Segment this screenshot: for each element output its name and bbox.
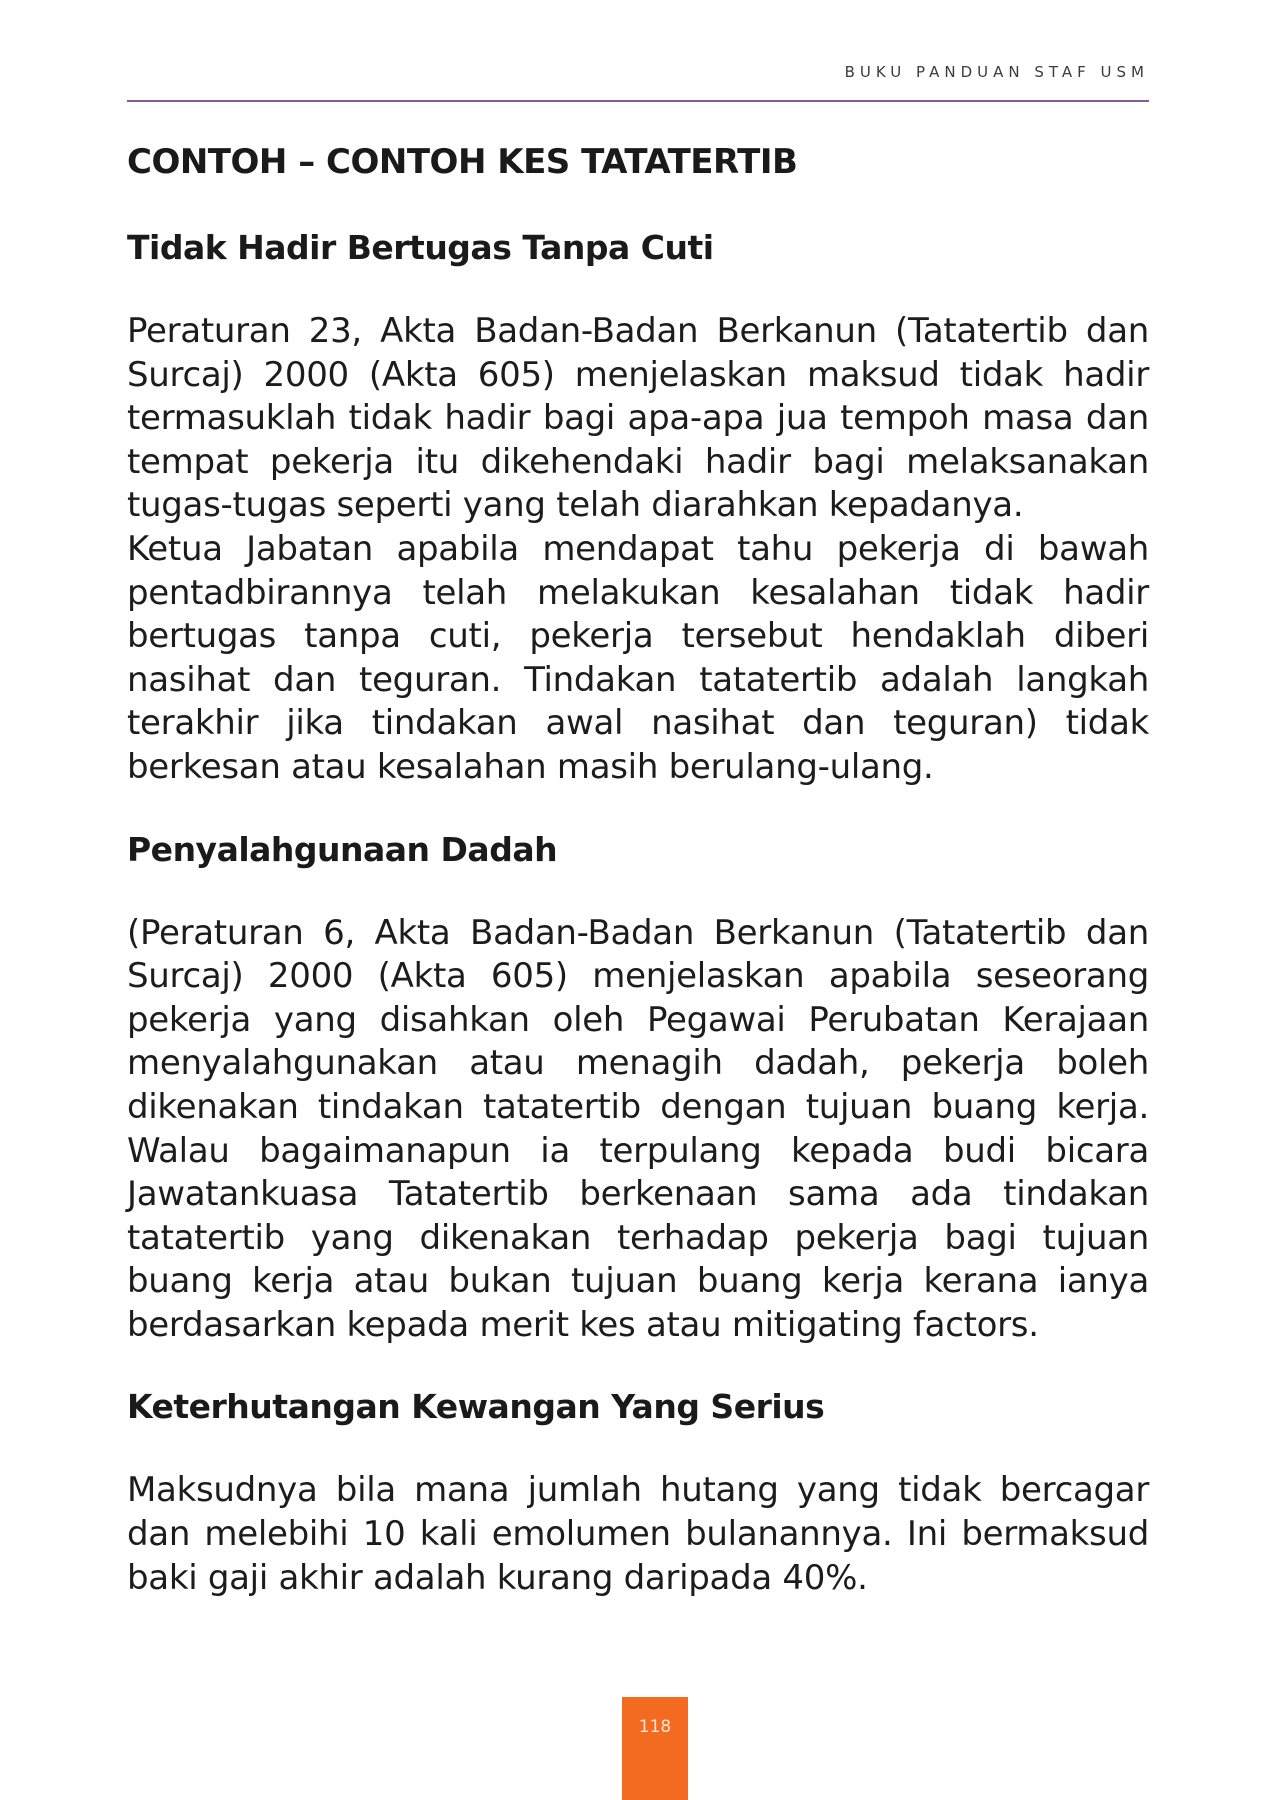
section-heading-keterhutangan: Keterhutangan Kewangan Yang Serius [127,1387,825,1427]
page-number: 118 [638,1717,672,1737]
page-number-tab [622,1697,688,1800]
paragraph: (Peraturan 6, Akta Badan-Badan Berkanun (Tatatertib dan Surcaj) 2000 (Akta 605) menjelaskan apabila seseorang pekerja yang disahkan oleh Pegawai Perubatan Kerajaan menyalahgunakan atau menagih dadah, pekerja boleh dikenakan tindakan tatatertib dengan tujuan buang kerja. Walau bagaimanapun ia terpulang kepada budi bicara Jawatankuasa Tatatertib berkenaan sama ada tindakan tatatertib yang dikenakan terhadap pekerja bagi tujuan buang kerja atau bukan tujuan buang kerja kerana ianya berdasarkan kepada merit kes atau mitigating factors. [127,912,1149,1345]
paragraph: Maksudnya bila mana jumlah hutang yang tidak bercagar dan melebihi 10 kali emolumen bulanannya. Ini bermaksud baki gaji akhir adalah kurang daripada 40%. [127,1470,1149,1598]
paragraph: Ketua Jabatan apabila mendapat tahu pekerja di bawah pentadbirannya telah melakukan kesalahan tidak hadir bertugas tanpa cuti, pekerja tersebut hendaklah diberi nasihat dan teguran. Tindakan tatatertib adalah langkah terakhir jika tindakan awal nasihat dan teguran) tidak berkesan atau kesalahan masih berulang-ulang. [127,528,1149,787]
header-divider [127,100,1149,102]
page-content [127,138,1149,1600]
paragraph: Peraturan 23, Akta Badan-Badan Berkanun (Tatatertib dan Surcaj) 2000 (Akta 605) menjelaskan maksud tidak hadir termasuklah tidak hadir bagi apa-apa jua tempoh masa dan tempat pekerja itu dikehendaki hadir bagi melaksanakan tugas-tugas seperti yang telah diarahkan kepadanya. [127,311,1149,526]
section-heading-tidak-hadir: Tidak Hadir Bertugas Tanpa Cuti [127,228,714,267]
section-heading-penyalahgunaan-dadah: Penyalahgunaan Dadah [127,829,558,869]
running-header: BUKU PANDUAN STAF USM [844,63,1149,81]
page-title: CONTOH – CONTOH KES TATATERTIB [127,142,798,182]
